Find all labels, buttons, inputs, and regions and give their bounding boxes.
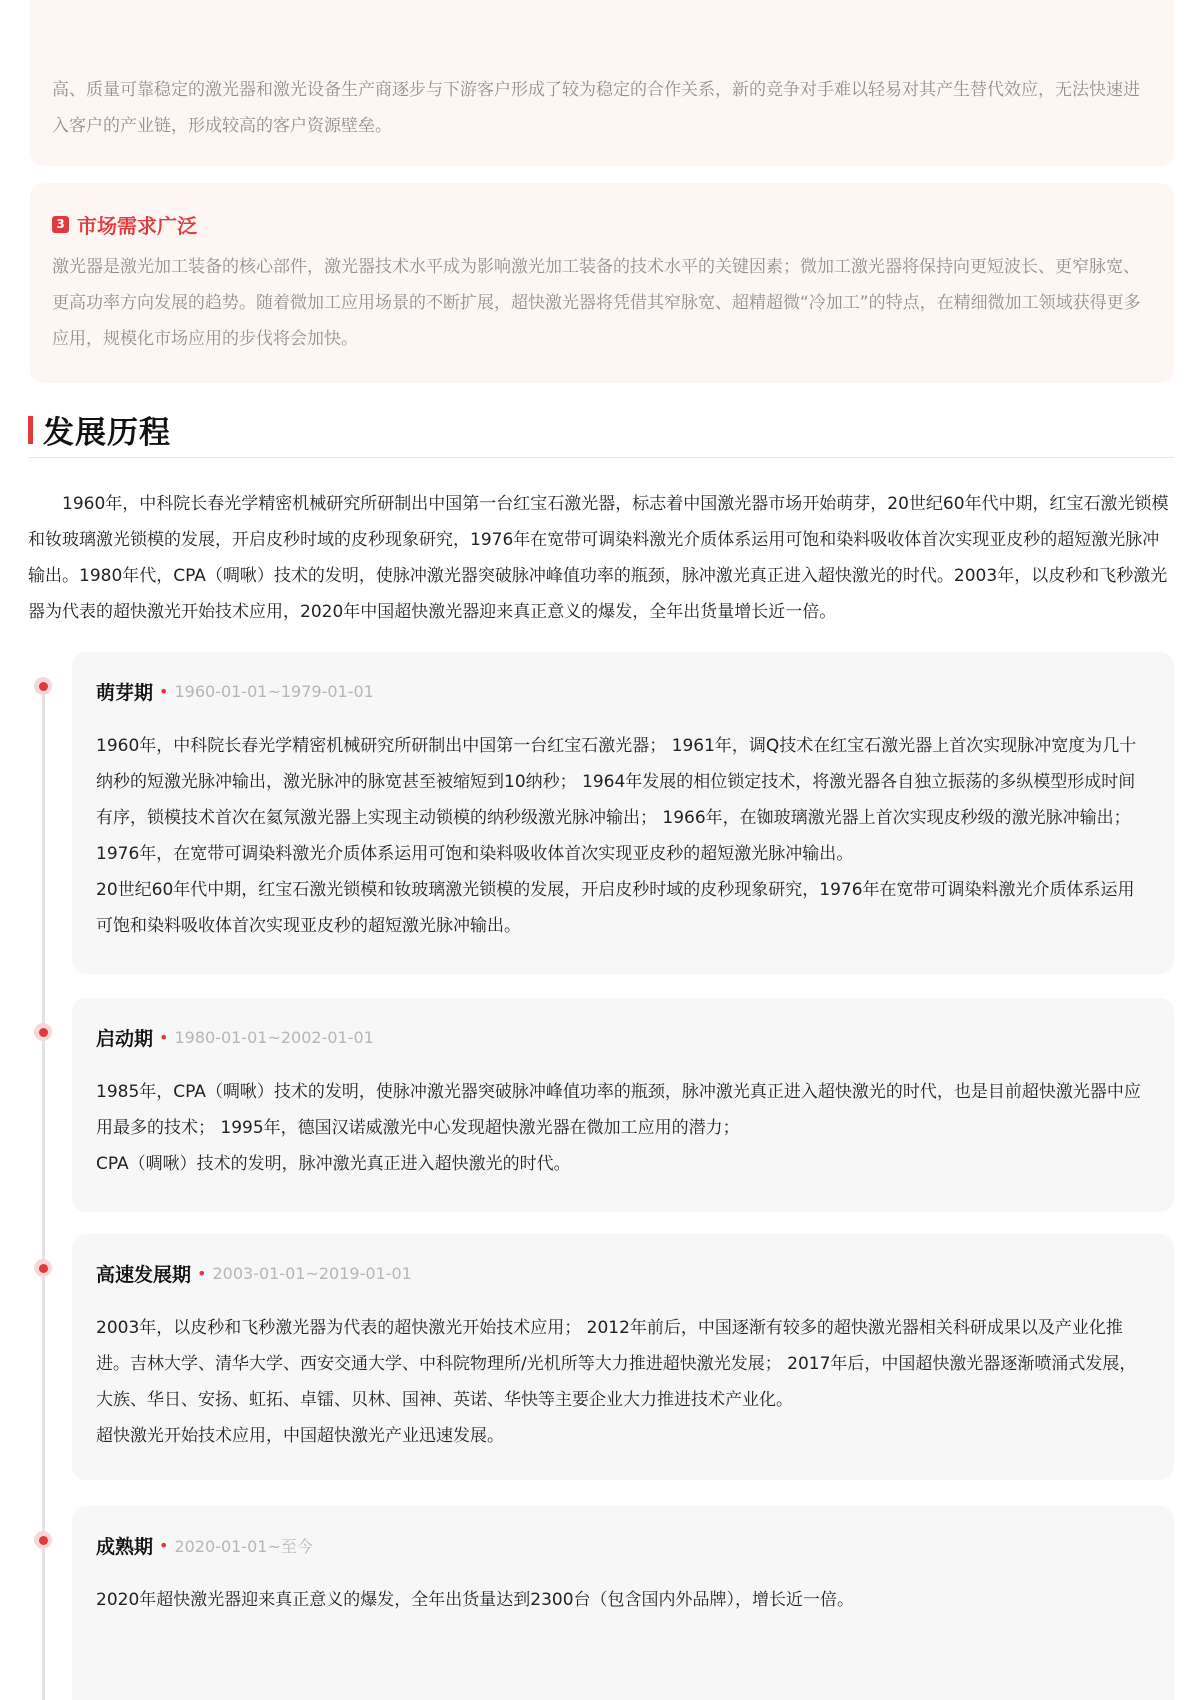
barrier-card [30, 0, 1174, 166]
timeline-head [96, 678, 1150, 704]
timeline-card-growth [72, 1234, 1174, 1480]
timeline-dot [34, 1023, 52, 1041]
timeline-head [96, 1024, 1150, 1050]
section-header [28, 402, 1174, 458]
number-badge: 3 [52, 216, 69, 233]
separator-dot: • [159, 681, 169, 701]
stage-title: 高速发展期 [96, 1263, 192, 1286]
timeline-dot [34, 1259, 52, 1277]
separator-dot: • [197, 1263, 207, 1283]
stage-text: 2020年超快激光器迎来真正意义的爆发，全年出货量达到2300台（包含国内外品牌），增长近一倍。 [96, 1590, 855, 1610]
timeline-head [96, 1260, 1150, 1286]
timeline-card-sprout [72, 652, 1174, 974]
market-demand-card [30, 183, 1174, 383]
stage-title: 萌芽期 [96, 681, 154, 704]
timeline-dot [34, 677, 52, 695]
timeline-card-mature [72, 1506, 1174, 1700]
feature-text: 激光器是激光加工装备的核心部件，激光器技术水平成为影响激光加工装备的技术水平的关键因素；微加工激光器将保持向更短波长、更窄脉宽、更高功率方向发展的趋势。随着微加工应用场景的不断扩展，超快激光器将凭借其窄脉宽、超精超微“冷加工”的特点，在精细微加工领域获得更多应用，规模化市场应用的步伐将会加快。 [52, 257, 1141, 349]
stage-date: 1960-01-01~1979-01-01 [174, 681, 374, 701]
timeline-dot [34, 1531, 52, 1549]
timeline-card-start [72, 998, 1174, 1212]
stage-date: 2003-01-01~2019-01-01 [212, 1263, 412, 1283]
timeline-head [96, 1532, 1150, 1558]
stage-text: 1985年，CPA（啁啾）技术的发明，使脉冲激光器突破脉冲峰值功率的瓶颈，脉冲激光真正进入超快激光的时代，也是目前超快激光器中应用最多的技术； 1995年，德国汉诺威激光中心发现超快激光器在微加工应用的潜力； [96, 1082, 1141, 1138]
stage-summary: CPA（啁啾）技术的发明，脉冲激光真正进入超快激光的时代。 [96, 1154, 571, 1174]
stage-summary: 20世纪60年代中期，红宝石激光锁模和钕玻璃激光锁模的发展，开启皮秒时域的皮秒现象研究，1976年在宽带可调染料激光介质体系运用可饱和染料吸收体首次实现亚皮秒的超短激光脉冲输出。 [96, 880, 1135, 936]
stage-title: 成熟期 [96, 1535, 154, 1558]
stage-title: 启动期 [96, 1027, 154, 1050]
stage-text: 1960年，中科院长春光学精密机械研究所研制出中国第一台红宝石激光器； 1961年，调Q技术在红宝石激光器上首次实现脉冲宽度为几十纳秒的短激光脉冲输出，激光脉冲的脉宽甚至被缩短到10纳秒； 1964年发展的相位锁定技术，将激光器各自独立振荡的多纵模型形成时间有序，锁模技术首次在氦氖激光器上实现主动锁模的纳秒级激光脉冲输出； 1966年，在铷玻璃激光器上首次实现皮秒级的激光脉冲输出； 1976年，在宽带可调染料激光介质体系运用可饱和染料吸收体首次实现亚皮秒的超短激光脉冲输出。 [96, 736, 1137, 864]
stage-date: 2020-01-01~至今 [174, 1536, 313, 1556]
section-title: 发展历程 [43, 415, 171, 451]
history-intro: 1960年，中科院长春光学精密机械研究所研制出中国第一台红宝石激光器，标志着中国激光器市场开始萌芽，20世纪60年代中期，红宝石激光锁模和钕玻璃激光锁模的发展，开启皮秒时域的皮秒现象研究，1976年在宽带可调染料激光介质体系运用可饱和染料吸收体首次实现亚皮秒的超短激光脉冲输出。1980年代，CPA（啁啾）技术的发明，使脉冲激光器突破脉冲峰值功率的瓶颈，脉冲激光真正进入超快激光的时代。2003年，以皮秒和飞秒激光器为代表的超快激光开始技术应用，2020年中国超快激光器迎来真正意义的爆发，全年出货量增长近一倍。 [28, 494, 1169, 622]
stage-date: 1980-01-01~2002-01-01 [174, 1027, 374, 1047]
section-accent-bar [28, 416, 33, 444]
feature-title [52, 211, 1152, 237]
feature-title-text: 市场需求广泛 [77, 213, 197, 238]
separator-dot: • [159, 1535, 169, 1555]
barrier-text: 高、质量可靠稳定的激光器和激光设备生产商逐步与下游客户形成了较为稳定的合作关系，新的竞争对手难以轻易对其产生替代效应，无法快速进入客户的产业链，形成较高的客户资源壁垒。 [52, 80, 1140, 136]
separator-dot: • [159, 1027, 169, 1047]
stage-text: 2003年，以皮秒和飞秒激光器为代表的超快激光开始技术应用； 2012年前后，中国逐渐有较多的超快激光器相关科研成果以及产业化推进。吉林大学、清华大学、西安交通大学、中科院物理所/光机所等大力推进超快激光发展； 2017年后，中国超快激光器逐渐喷涌式发展，大族、华日、安扬、虹拓、卓镭、贝林、国神、英诺、华快等主要企业大力推进技术产业化。 [96, 1318, 1137, 1410]
stage-summary: 超快激光开始技术应用，中国超快激光产业迅速发展。 [96, 1426, 504, 1446]
